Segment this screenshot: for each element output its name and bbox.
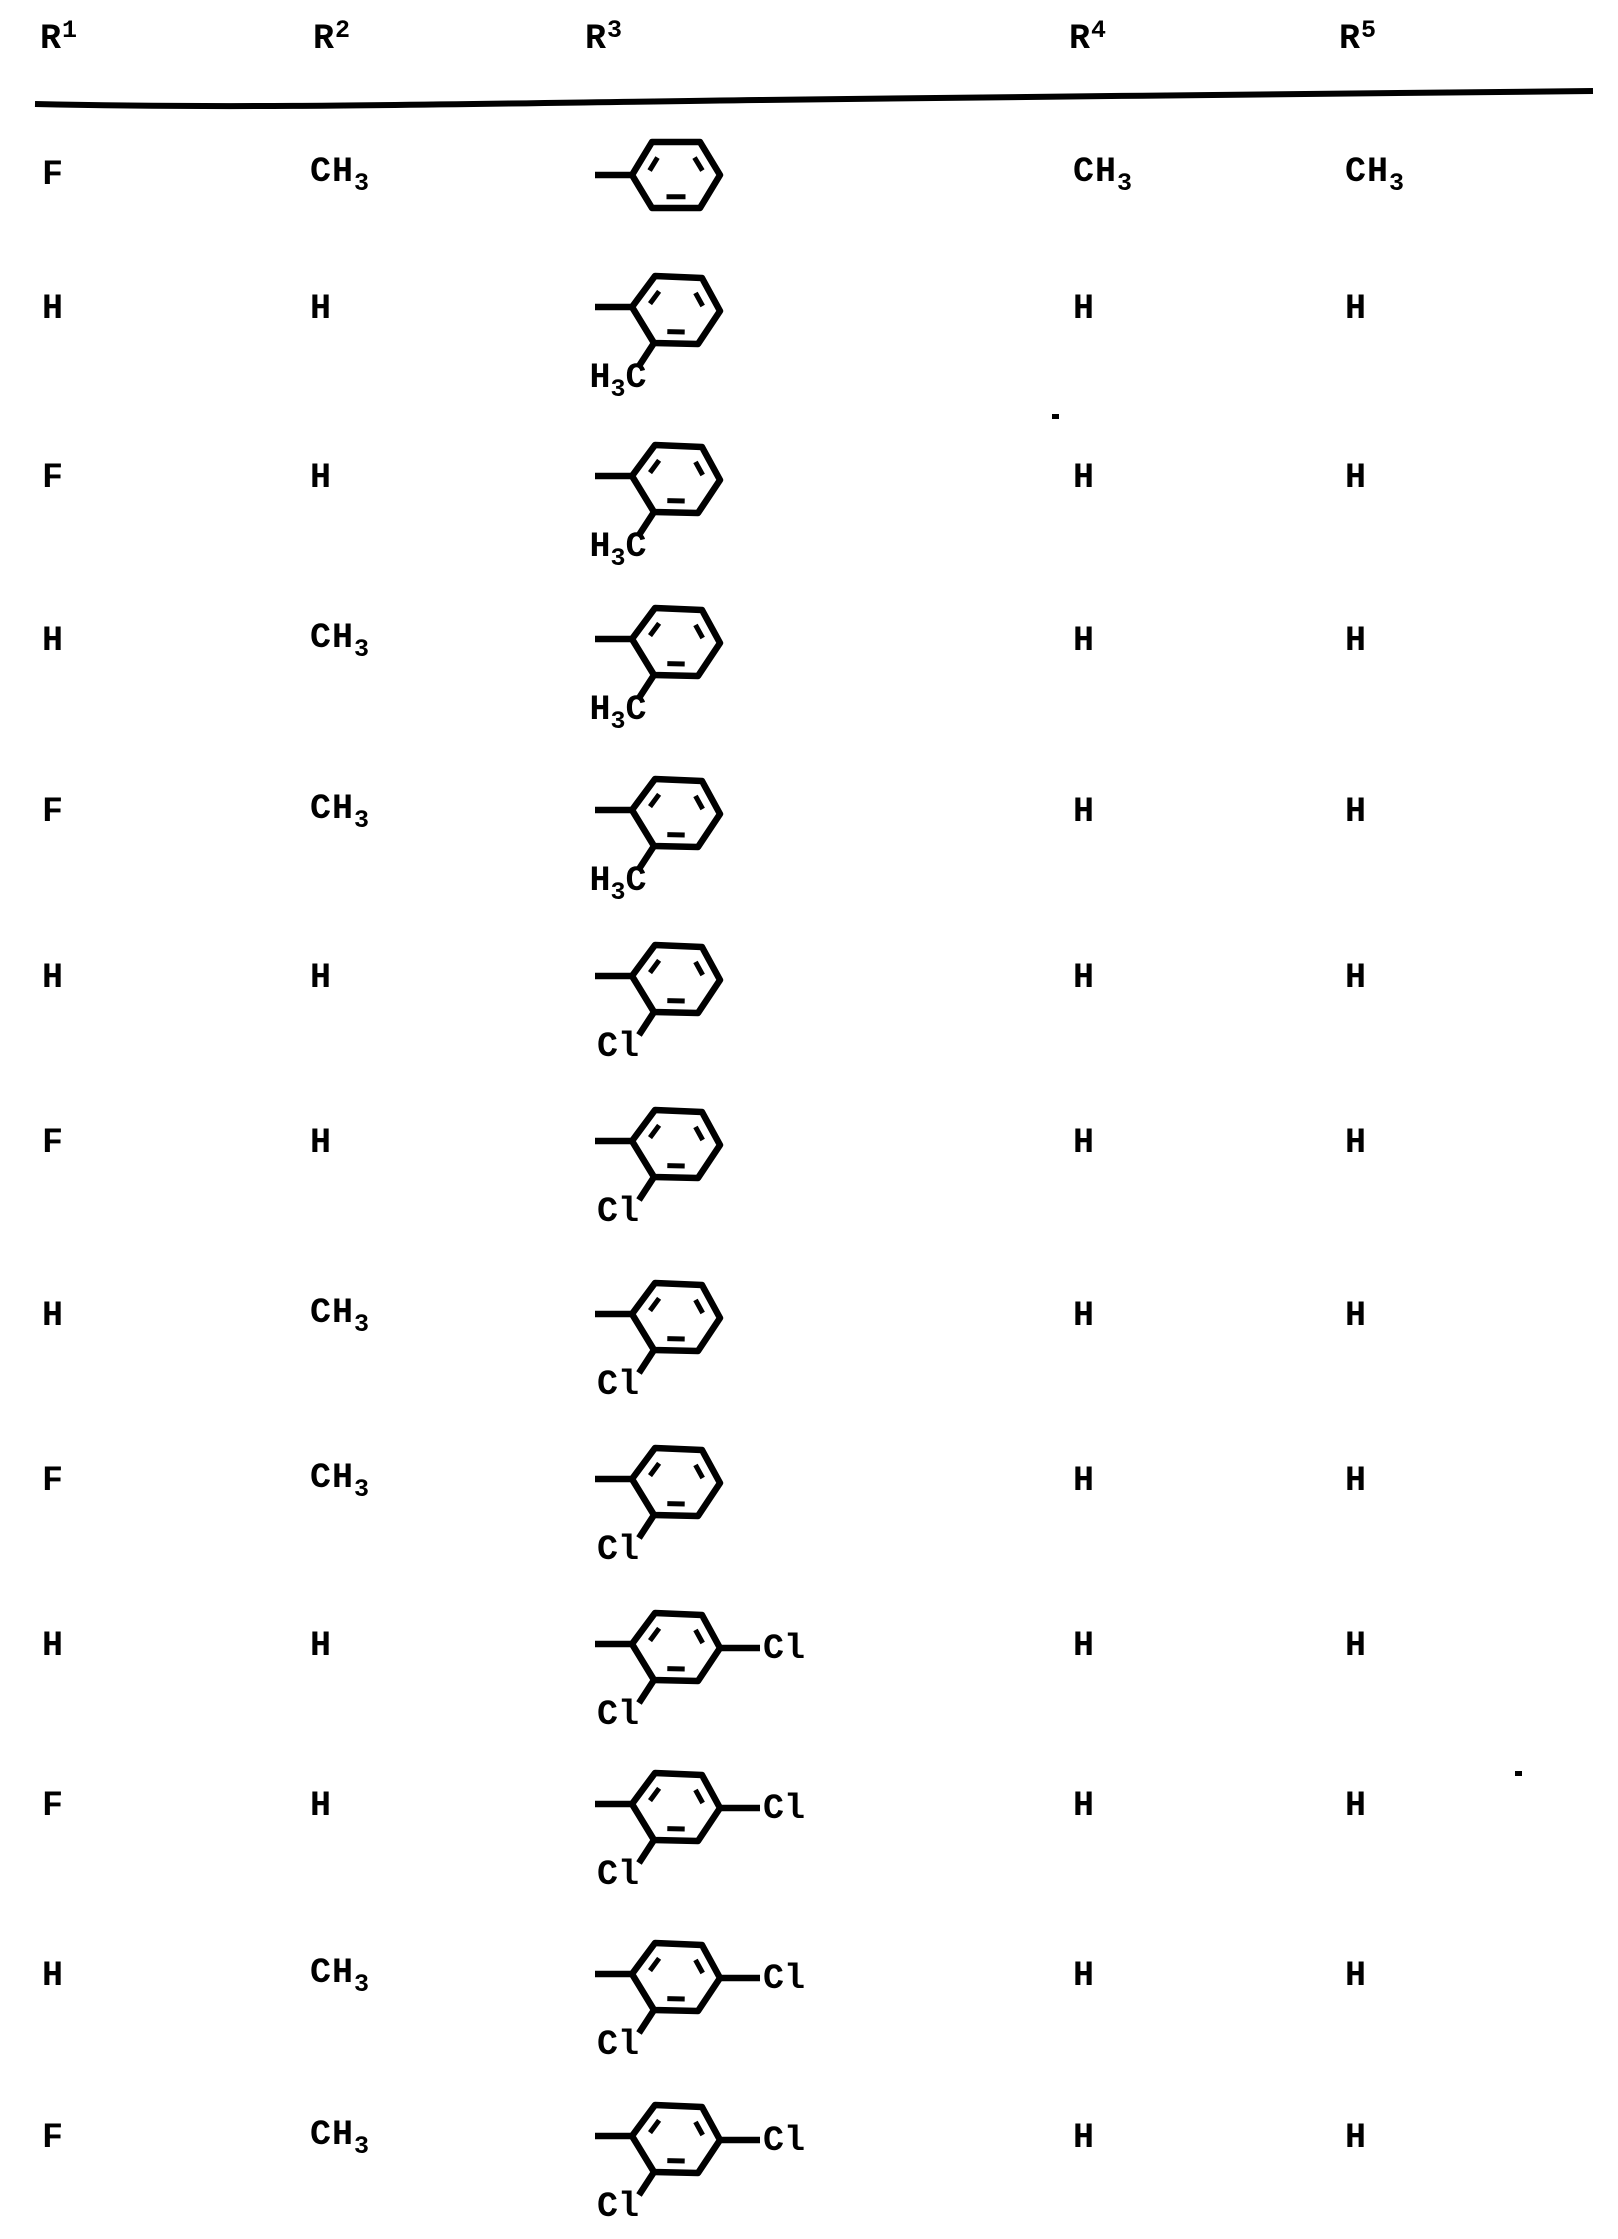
header-superscript: 3 bbox=[607, 16, 624, 45]
substituent-label-bottom: $H_3C$ bbox=[589, 690, 647, 736]
ortho-bond bbox=[639, 1840, 654, 1863]
cell-r5: H bbox=[1345, 1296, 1368, 1336]
cell-r3-structure bbox=[561, 1081, 881, 1257]
cell-r1: H bbox=[42, 621, 65, 661]
r3-structure-svg bbox=[561, 1419, 881, 1595]
cell-r5: H bbox=[1345, 1123, 1368, 1163]
cell-r3-structure bbox=[561, 916, 881, 1092]
header-superscript: 4 bbox=[1091, 16, 1108, 45]
subscript: 3 bbox=[354, 169, 371, 198]
cell-r3-structure bbox=[561, 1254, 881, 1430]
substituent-label-bottom: Cl bbox=[596, 1192, 640, 1232]
cell-r2: $CH_3$ bbox=[310, 1953, 371, 1999]
cell-r2: $CH_3$ bbox=[310, 2115, 371, 2161]
cell-r3-structure bbox=[561, 416, 881, 592]
r3-structure-svg bbox=[561, 1254, 881, 1430]
cell-r3-structure bbox=[561, 579, 881, 755]
cell-r1: H bbox=[42, 958, 65, 998]
r3-structure-svg bbox=[561, 1584, 881, 1760]
cell-r3-structure bbox=[561, 247, 881, 423]
substituent-label-right: Cl bbox=[762, 2121, 806, 2161]
cell-r2: $CH_3$ bbox=[310, 152, 371, 198]
column-header-r5 bbox=[1339, 16, 1377, 59]
cell-r4: H bbox=[1073, 958, 1096, 998]
r3-structure-svg bbox=[561, 916, 881, 1092]
cell-r5: $CH_3$ bbox=[1345, 152, 1406, 198]
cell-r1: F bbox=[42, 1123, 65, 1163]
cell-r5: H bbox=[1345, 1786, 1368, 1826]
header-base: R bbox=[40, 19, 63, 59]
cell-r4: H bbox=[1073, 792, 1096, 832]
ortho-bond bbox=[639, 1680, 654, 1703]
subscript: 3 bbox=[354, 2132, 371, 2161]
substituent-label-bottom: Cl bbox=[596, 2025, 640, 2065]
header-superscript: 5 bbox=[1361, 16, 1378, 45]
r3-structure-svg bbox=[561, 1744, 881, 1920]
r3-structure-svg bbox=[561, 1081, 881, 1257]
cell-r1: F bbox=[42, 792, 65, 832]
cell-r4: H bbox=[1073, 289, 1096, 329]
cell-r2: $CH_3$ bbox=[310, 618, 371, 664]
cell-r1: H bbox=[42, 289, 65, 329]
cell-r2: H bbox=[310, 458, 333, 498]
header-base: R bbox=[1339, 19, 1362, 59]
substituent-label-bottom: Cl bbox=[596, 1027, 640, 1067]
ortho-bond bbox=[639, 1012, 654, 1035]
cell-r2: H bbox=[310, 1626, 333, 1666]
cell-r5: H bbox=[1345, 792, 1368, 832]
r3-structure-svg bbox=[561, 416, 881, 592]
cell-r4: H bbox=[1073, 1956, 1096, 1996]
column-header-r2 bbox=[313, 16, 351, 59]
cell-r4: H bbox=[1073, 2118, 1096, 2158]
substituent-label-bottom: Cl bbox=[596, 2187, 640, 2227]
column-header-r4 bbox=[1069, 16, 1107, 59]
r3-structure-svg bbox=[561, 1914, 881, 2090]
cell-r2: H bbox=[310, 289, 333, 329]
substituent-label-bottom: $H_3C$ bbox=[589, 358, 647, 404]
cell-r3-structure bbox=[561, 750, 881, 926]
cell-r4: H bbox=[1073, 1296, 1096, 1336]
ortho-bond bbox=[639, 2010, 654, 2033]
subscript: 3 bbox=[1117, 169, 1134, 198]
cell-r4: H bbox=[1073, 1786, 1096, 1826]
cell-r5: H bbox=[1345, 2118, 1368, 2158]
cell-r4: H bbox=[1073, 1626, 1096, 1666]
cell-r2: H bbox=[310, 958, 333, 998]
cell-r1: F bbox=[42, 155, 65, 195]
cell-r5: H bbox=[1345, 1461, 1368, 1501]
cell-r4: H bbox=[1073, 1461, 1096, 1501]
header-superscript: 1 bbox=[62, 16, 79, 45]
cell-r1: H bbox=[42, 1626, 65, 1666]
subscript: 3 bbox=[354, 806, 371, 835]
subscript: 3 bbox=[354, 1310, 371, 1339]
cell-r2: H bbox=[310, 1786, 333, 1826]
cell-r5: H bbox=[1345, 621, 1368, 661]
cell-r5: H bbox=[1345, 289, 1368, 329]
ortho-bond bbox=[639, 1177, 654, 1200]
header-base: R bbox=[313, 19, 336, 59]
scan-dot bbox=[1515, 1771, 1522, 1776]
cell-r5: H bbox=[1345, 1956, 1368, 1996]
substituent-label-bottom: Cl bbox=[596, 1365, 640, 1405]
cell-r3-structure bbox=[561, 2076, 881, 2239]
cell-r1: H bbox=[42, 1296, 65, 1336]
header-base: R bbox=[1069, 19, 1092, 59]
cell-r2: $CH_3$ bbox=[310, 1458, 371, 1504]
cell-r2: $CH_3$ bbox=[310, 1293, 371, 1339]
column-header-r3 bbox=[585, 16, 623, 59]
cell-r4: H bbox=[1073, 1123, 1096, 1163]
substituent-label-bottom: $H_3C$ bbox=[589, 527, 647, 573]
substituent-label-bottom: Cl bbox=[596, 1530, 640, 1570]
cell-r1: H bbox=[42, 1956, 65, 1996]
cell-r4: $CH_3$ bbox=[1073, 152, 1134, 198]
cell-r5: H bbox=[1345, 958, 1368, 998]
cell-r1: F bbox=[42, 1786, 65, 1826]
cell-r4: H bbox=[1073, 458, 1096, 498]
r3-structure-svg bbox=[561, 247, 881, 423]
substituent-label-right: Cl bbox=[762, 1629, 806, 1669]
cell-r3-structure bbox=[561, 1914, 881, 2090]
cell-r3-structure bbox=[561, 1584, 881, 1760]
substituent-label-right: Cl bbox=[762, 1789, 806, 1829]
r3-structure-svg bbox=[561, 2076, 881, 2239]
cell-r5: H bbox=[1345, 458, 1368, 498]
cell-r1: F bbox=[42, 458, 65, 498]
substituent-label-bottom: Cl bbox=[596, 1695, 640, 1735]
ortho-bond bbox=[639, 1515, 654, 1538]
cell-r2: $CH_3$ bbox=[310, 789, 371, 835]
r3-structure-svg bbox=[561, 750, 881, 926]
ortho-bond bbox=[639, 2172, 654, 2195]
cell-r4: H bbox=[1073, 621, 1096, 661]
substituent-label-right: Cl bbox=[762, 1959, 806, 1999]
subscript: 3 bbox=[354, 1970, 371, 1999]
cell-r1: F bbox=[42, 2118, 65, 2158]
ortho-bond bbox=[639, 1350, 654, 1373]
column-header-r1 bbox=[40, 16, 78, 59]
substituent-label-bottom: Cl bbox=[596, 1855, 640, 1895]
header-base: R bbox=[585, 19, 608, 59]
subscript: 3 bbox=[354, 635, 371, 664]
cell-r5: H bbox=[1345, 1626, 1368, 1666]
r3-structure-svg bbox=[561, 579, 881, 755]
cell-r3-structure bbox=[561, 1744, 881, 1920]
substituent-label-bottom: $H_3C$ bbox=[589, 861, 647, 907]
cell-r3-structure bbox=[561, 1419, 881, 1595]
cell-r2: H bbox=[310, 1123, 333, 1163]
header-superscript: 2 bbox=[335, 16, 352, 45]
cell-r1: F bbox=[42, 1461, 65, 1501]
subscript: 3 bbox=[1389, 169, 1406, 198]
scan-dot bbox=[1052, 414, 1059, 419]
subscript: 3 bbox=[354, 1475, 371, 1504]
